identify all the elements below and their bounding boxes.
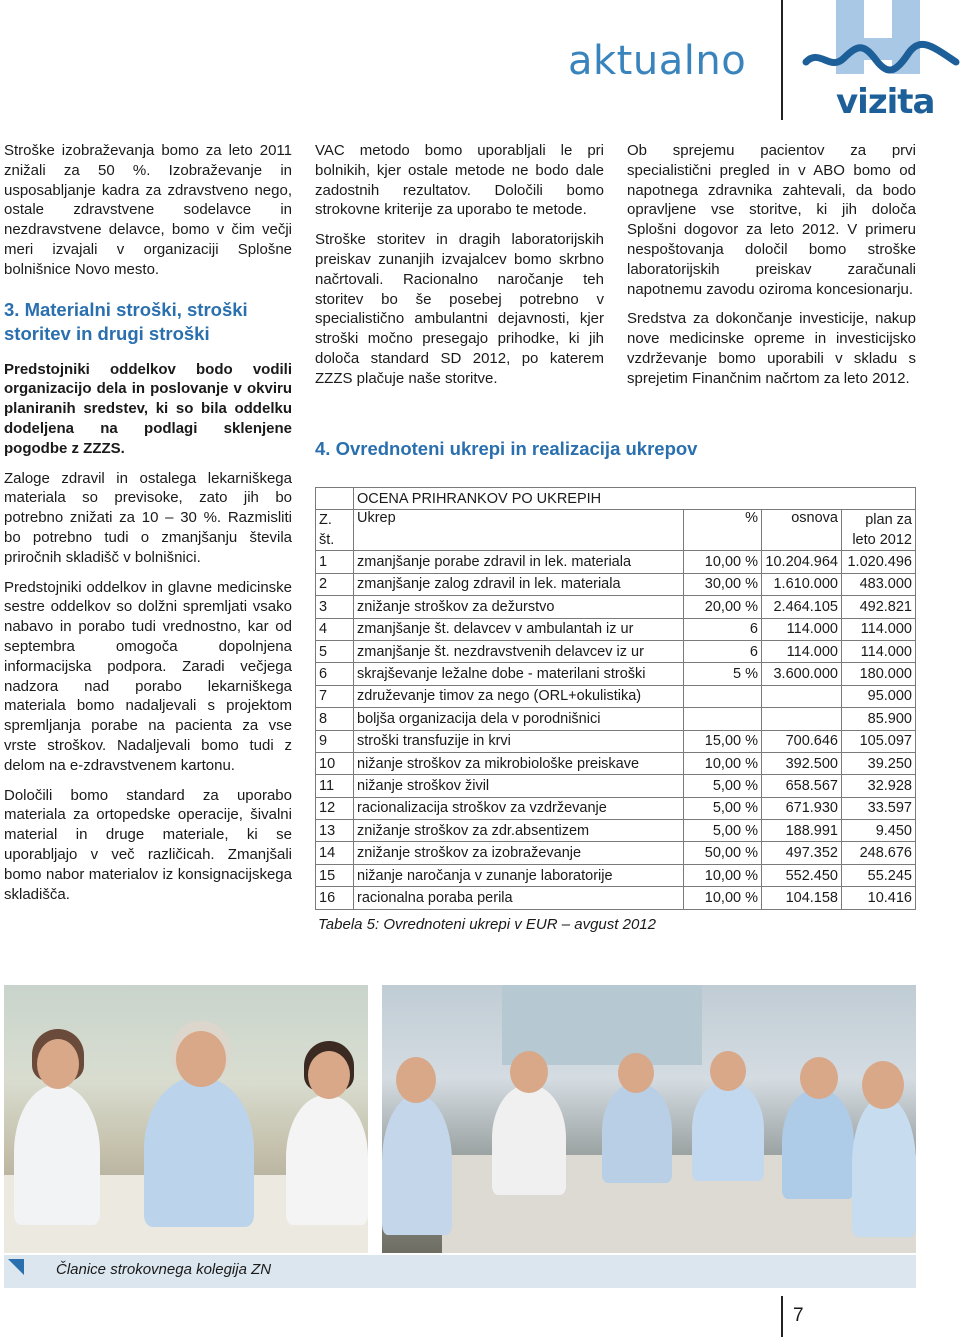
- header-base: osnova: [762, 510, 842, 551]
- row-pct: 5,00 %: [684, 797, 762, 819]
- row-measure: zmanjšanje porabe zdravil in lek. materiala: [354, 551, 684, 573]
- photo-head: [176, 1031, 226, 1087]
- row-number: 6: [316, 663, 354, 685]
- photo-head: [510, 1051, 548, 1093]
- row-measure: združevanje timov za nego (ORL+okulistika): [354, 685, 684, 707]
- row-plan: 32.928: [842, 775, 916, 797]
- photo-person: [782, 1089, 854, 1199]
- row-pct: 30,00 %: [684, 573, 762, 595]
- photo-head: [710, 1051, 746, 1091]
- caption-triangle-icon: [8, 1259, 24, 1275]
- row-plan: 492.821: [842, 596, 916, 618]
- row-measure: zmanjšanje št. delavcev v ambulantah iz ur: [354, 618, 684, 640]
- savings-table: [315, 487, 916, 910]
- paragraph: Predstojniki oddelkov in glavne medicinske sestre oddelkov so dolžni spremljati vsako nabavo in porabo tudi vrednostno, kar od septembra omogoča dopolnjena informacijska podpora. Zaradi večjega nadzora nad porabo lekarniškega materiala bomo nadaljevali s projektom spremljanja porabe na pacienta za vse vrste stroškov. Nadaljevali bomo tudi z delom na e-zdravstvenem kartonu.: [4, 578, 292, 774]
- row-measure: zmanjšanje št. nezdravstvenih delavcev iz ur: [354, 640, 684, 662]
- table-row: [316, 551, 916, 573]
- photo-head: [308, 1051, 350, 1099]
- header-num: Z. št.: [316, 510, 354, 551]
- row-plan: 55.245: [842, 864, 916, 886]
- row-measure: nižanje stroškov živil: [354, 775, 684, 797]
- table-row: [316, 573, 916, 595]
- table-row: [316, 708, 916, 730]
- table-row: [316, 752, 916, 774]
- paragraph-bold: Predstojniki oddelkov bodo vodili organizacijo dela in poslovanje v okviru planiranih sredstev, ki so bila oddelku dodeljena na podlagi sklenjene pogodbe z ZZZS.: [4, 360, 292, 457]
- table-row: [316, 730, 916, 752]
- header-measure: Ukrep: [354, 510, 684, 551]
- paragraph: VAC metodo bomo uporabljali le pri bolnikih, kjer ostale metode ne bodo dale zadostnih rezultatov. Določili bomo strokovne kriterije za uporabo te metode.: [315, 142, 604, 219]
- photo-right: [382, 985, 916, 1253]
- table-row: [316, 887, 916, 909]
- row-pct: [684, 685, 762, 707]
- table-header-row: [316, 510, 916, 551]
- row-number: 10: [316, 752, 354, 774]
- table-row: [316, 775, 916, 797]
- row-pct: 10,00 %: [684, 887, 762, 909]
- row-plan: 1.020.496: [842, 551, 916, 573]
- row-measure: nižanje stroškov za mikrobiološke preiskave: [354, 752, 684, 774]
- table-title-row: [316, 488, 916, 510]
- row-number: 14: [316, 842, 354, 864]
- row-measure: nižanje naročanja v zunanje laboratorije: [354, 864, 684, 886]
- row-base: 114.000: [762, 618, 842, 640]
- photo-head: [396, 1057, 436, 1103]
- row-pct: 6: [684, 618, 762, 640]
- row-number: 2: [316, 573, 354, 595]
- row-measure: stroški transfuzije in krvi: [354, 730, 684, 752]
- photo-person: [492, 1085, 566, 1195]
- row-plan: 114.000: [842, 640, 916, 662]
- paragraph: Stroške izobraževanja bomo za leto 2011 znižali za 50 %. Izobraževanje in usposabljanje kadra za zdravstveno nego, ostale zdravstvene sodelavce in nezdravstvene delavce, bomo v čim večji meri izvajali v organizaciji Splošne bolnišnice Novo mesto.: [4, 142, 292, 278]
- row-number: 5: [316, 640, 354, 662]
- table-caption: Tabela 5: Ovrednoteni ukrepi v EUR – avgust 2012: [318, 916, 656, 933]
- photo-person: [852, 1097, 916, 1237]
- row-measure: zmanjšanje zalog zdravil in lek. materiala: [354, 573, 684, 595]
- paragraph: Zaloge zdravil in ostalega lekarniškega materiala so previsoke, zato jih bo potrebno znižati za 10 – 30 %. Razmisliti bo potrebno tudi o zmanjšanju števila priročnih skladišč v bolnišnici.: [4, 469, 292, 566]
- row-pct: 5 %: [684, 663, 762, 685]
- logo-wordmark: vizita: [836, 82, 935, 122]
- row-pct: 10,00 %: [684, 864, 762, 886]
- table-row: [316, 596, 916, 618]
- page-number: 7: [793, 1305, 804, 1326]
- photo-person: [602, 1083, 672, 1183]
- table-cell: [316, 488, 354, 510]
- photo-head: [862, 1061, 904, 1109]
- row-pct: 10,00 %: [684, 752, 762, 774]
- row-number: 12: [316, 797, 354, 819]
- row-number: 15: [316, 864, 354, 886]
- row-plan: 9.450: [842, 820, 916, 842]
- table-row: [316, 797, 916, 819]
- table-row: [316, 640, 916, 662]
- table-title: OCENA PRIHRANKOV PO UKREPIH: [354, 488, 916, 510]
- table-row: [316, 842, 916, 864]
- row-number: 13: [316, 820, 354, 842]
- row-base: 671.930: [762, 797, 842, 819]
- row-number: 16: [316, 887, 354, 909]
- table-row: [316, 820, 916, 842]
- row-pct: 6: [684, 640, 762, 662]
- column-right: [627, 141, 916, 399]
- row-base: 114.000: [762, 640, 842, 662]
- paragraph: Sredstva za dokončanje investicije, nakup nove medicinske opreme in investicijsko vzdrževanje bomo uporabili v skladu s sprejetim Finančnim načrtom za leto 2012.: [627, 310, 916, 387]
- row-pct: 15,00 %: [684, 730, 762, 752]
- row-pct: 50,00 %: [684, 842, 762, 864]
- header-pct: %: [684, 510, 762, 551]
- row-measure: znižanje stroškov za dežurstvo: [354, 596, 684, 618]
- row-plan: 105.097: [842, 730, 916, 752]
- section-heading-4: 4. Ovrednoteni ukrepi in realizacija ukrepov: [315, 438, 698, 459]
- row-base: 497.352: [762, 842, 842, 864]
- row-base: 392.500: [762, 752, 842, 774]
- row-plan: 483.000: [842, 573, 916, 595]
- photo-person: [286, 1095, 368, 1225]
- photo-head: [800, 1057, 838, 1099]
- row-base: 10.204.964: [762, 551, 842, 573]
- row-plan: 10.416: [842, 887, 916, 909]
- photo-person: [692, 1081, 764, 1181]
- row-base: 658.567: [762, 775, 842, 797]
- row-base: 3.600.000: [762, 663, 842, 685]
- footer-divider: [781, 1296, 783, 1337]
- row-measure: racionalna poraba perila: [354, 887, 684, 909]
- header-plan: plan za leto 2012: [842, 510, 916, 551]
- row-plan: 248.676: [842, 842, 916, 864]
- row-plan: 33.597: [842, 797, 916, 819]
- row-pct: 5,00 %: [684, 775, 762, 797]
- row-number: 11: [316, 775, 354, 797]
- row-number: 9: [316, 730, 354, 752]
- row-pct: 20,00 %: [684, 596, 762, 618]
- row-base: 1.610.000: [762, 573, 842, 595]
- table-row: [316, 618, 916, 640]
- photo-head: [618, 1053, 654, 1093]
- row-number: 3: [316, 596, 354, 618]
- photo-left: [4, 985, 368, 1253]
- paragraph: Stroške storitev in dragih laboratorijskih preiskav zunanjih izvajalcev bomo skrbno načrtovali. Racionalno naročanje teh storitev bo še posebej potrebno v specialistično ambulantni dejavnosti, kjer stroški močno presegajo prihodke, ki jih določa standard SD 2012, po katerem ZZZS plačuje naše storitve.: [315, 231, 604, 387]
- photo-person: [382, 1095, 452, 1235]
- row-base: 700.646: [762, 730, 842, 752]
- row-plan: 39.250: [842, 752, 916, 774]
- row-plan: 180.000: [842, 663, 916, 685]
- row-pct: [684, 708, 762, 730]
- row-measure: znižanje stroškov za izobraževanje: [354, 842, 684, 864]
- row-measure: boljša organizacija dela v porodnišnici: [354, 708, 684, 730]
- section-title: aktualno: [568, 38, 747, 84]
- row-plan: 85.900: [842, 708, 916, 730]
- photo-person: [14, 1085, 100, 1225]
- row-base: 2.464.105: [762, 596, 842, 618]
- table-row: [316, 663, 916, 685]
- paragraph: Ob sprejemu pacientov za prvi specialistični pregled in v ABO bomo od napotnega zdravnika zahtevali, da bodo opravljene vse storitve, ki jih določa Splošni dogovor za leto 2012. V primeru nespoštovanja določil bomo stroške laboratorijskih preiskav zaračunali napotnemu zavodu oziroma koncesionarju.: [627, 142, 916, 298]
- photo-caption: Članice strokovnega kolegija ZN: [56, 1261, 272, 1278]
- row-plan: 114.000: [842, 618, 916, 640]
- row-pct: 10,00 %: [684, 551, 762, 573]
- row-plan: 95.000: [842, 685, 916, 707]
- row-number: 8: [316, 708, 354, 730]
- row-pct: 5,00 %: [684, 820, 762, 842]
- row-number: 1: [316, 551, 354, 573]
- row-number: 7: [316, 685, 354, 707]
- column-left: [4, 141, 292, 914]
- section-heading-3: 3. Materialni stroški, stroški storitev in drugi stroški: [4, 298, 248, 344]
- row-base: [762, 685, 842, 707]
- table-row: [316, 685, 916, 707]
- row-base: 104.158: [762, 887, 842, 909]
- row-base: 188.991: [762, 820, 842, 842]
- row-base: 552.450: [762, 864, 842, 886]
- column-middle: [315, 141, 604, 399]
- row-base: [762, 708, 842, 730]
- row-number: 4: [316, 618, 354, 640]
- table-row: [316, 864, 916, 886]
- row-measure: znižanje stroškov za zdr.absentizem: [354, 820, 684, 842]
- header-divider: [781, 0, 783, 120]
- paragraph: Določili bomo standard za uporabo materiala za ortopedske operacije, šivalni material in druge materiale, ki se uporabljajo v več različicah. Zmanjšali bomo nabor materialov iz konsignacijskega skladišča.: [4, 786, 292, 903]
- photo-person: [144, 1077, 254, 1227]
- photo-head: [37, 1039, 79, 1089]
- row-measure: skrajševanje ležalne dobe - materilani stroški: [354, 663, 684, 685]
- row-measure: racionalizacija stroškov za vzdrževanje: [354, 797, 684, 819]
